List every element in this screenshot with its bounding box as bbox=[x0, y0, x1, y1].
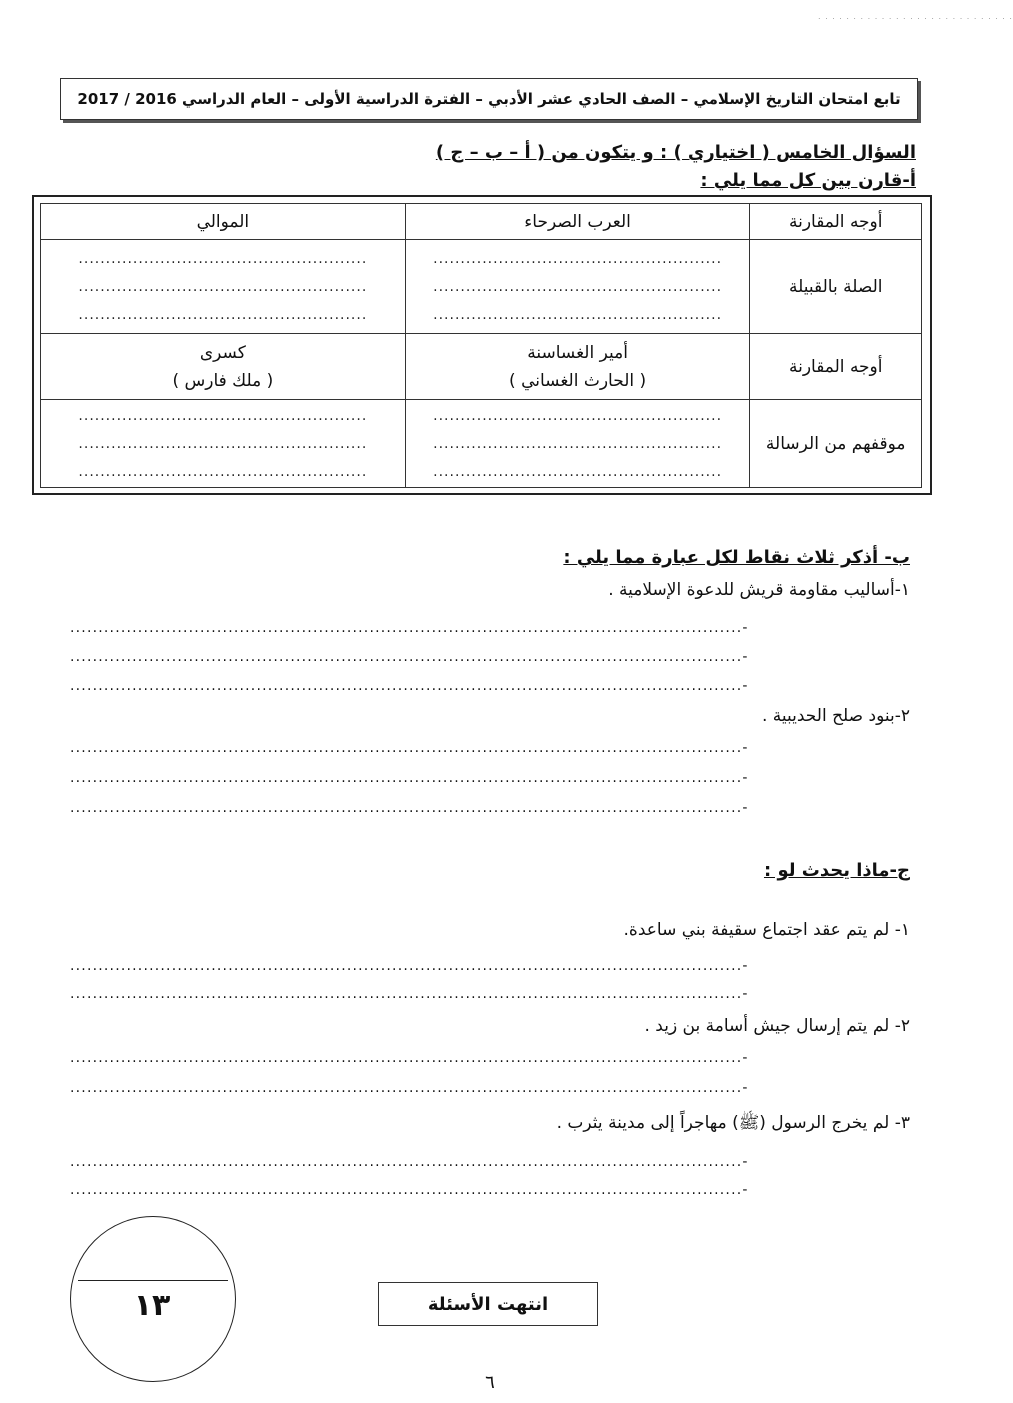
answer-line[interactable]: .......................................................................................................................- bbox=[70, 986, 749, 1002]
row-label-stance: موقفهم من الرسالة bbox=[750, 400, 922, 488]
part-b-title: ب- أذكر ثلاث نقاط لكل عبارة مما يلي : bbox=[563, 547, 910, 568]
answer-line[interactable]: .......................................................................................................................- bbox=[70, 1154, 749, 1170]
part-c-item-2: ٢- لم يتم إرسال جيش أسامة بن زيد . bbox=[644, 1016, 910, 1036]
answer-line[interactable]: .......................................................................................................................- bbox=[70, 1080, 749, 1096]
answer-line[interactable]: .......................................................................................................................- bbox=[70, 620, 749, 636]
question-title: السؤال الخامس ( اختياري ) : و يتكون من ( أ – ب – ج ) bbox=[435, 142, 916, 163]
header-aspects: أوجه المقارنة bbox=[750, 204, 922, 240]
answer-line[interactable]: .......................................................................................................................- bbox=[70, 958, 749, 974]
answer-line[interactable]: .......................................................................................................................- bbox=[70, 649, 749, 665]
answer-cell[interactable]: ..................................................... ..................................................... ..................................................... bbox=[41, 400, 406, 488]
answer-line[interactable]: .......................................................................................................................- bbox=[70, 1182, 749, 1198]
part-a-title: أ-قارن بين كل مما يلي : bbox=[700, 170, 916, 191]
comparison-table bbox=[40, 203, 922, 488]
page-number: ٦ bbox=[485, 1372, 495, 1393]
khosrow-cell: كسرى ( ملك فارس ) bbox=[41, 334, 406, 400]
row-label-tribe: الصلة بالقبيلة bbox=[750, 240, 922, 334]
answer-line[interactable]: .......................................................................................................................- bbox=[70, 770, 749, 786]
part-c-item-1: ١- لم يتم عقد اجتماع سقيفة بني ساعدة. bbox=[623, 920, 910, 940]
part-c-item-3: ٣- لم يخرج الرسول (ﷺ) مهاجراً إلى مدينة يثرب . bbox=[556, 1113, 910, 1133]
header-pure-arabs: العرب الصرحاء bbox=[405, 204, 750, 240]
scan-artifact: . . . . . . . . . . . . . . . . . . . . . . . . . . . . bbox=[818, 12, 1013, 21]
table-row bbox=[41, 334, 922, 400]
answer-cell[interactable]: ..................................................... ..................................................... ..................................................... bbox=[405, 400, 750, 488]
answer-cell[interactable]: ..................................................... ..................................................... ..................................................... bbox=[405, 240, 750, 334]
answer-cell[interactable]: ..................................................... ..................................................... ..................................................... bbox=[41, 240, 406, 334]
answer-line[interactable]: .......................................................................................................................- bbox=[70, 740, 749, 756]
score-value: ١٣ bbox=[133, 1288, 171, 1323]
part-b-item-2: ٢-بنود صلح الحديبية . bbox=[761, 706, 910, 726]
part-c-title: ج-ماذا يحدث لو : bbox=[763, 860, 910, 881]
table-row bbox=[41, 400, 922, 488]
answer-line[interactable]: .......................................................................................................................- bbox=[70, 678, 749, 694]
ghassanid-cell: أمير الغساسنة ( الحارث الغساني ) bbox=[405, 334, 750, 400]
table-row bbox=[41, 240, 922, 334]
score-divider bbox=[78, 1280, 228, 1281]
row-label-aspects: أوجه المقارنة bbox=[750, 334, 922, 400]
answer-line[interactable]: .......................................................................................................................- bbox=[70, 1050, 749, 1066]
part-b-item-1: ١-أساليب مقاومة قريش للدعوة الإسلامية . bbox=[608, 580, 910, 600]
header-mawali: الموالي bbox=[41, 204, 406, 240]
end-of-questions-box bbox=[378, 1282, 598, 1326]
table-header-row bbox=[41, 204, 922, 240]
answer-line[interactable]: .......................................................................................................................- bbox=[70, 800, 749, 816]
end-of-questions-text: انتهت الأسئلة bbox=[427, 1293, 549, 1315]
exam-header bbox=[60, 78, 918, 120]
exam-header-text: تابع امتحان التاريخ الإسلامي – الصف الحادي عشر الأدبي – الفترة الدراسية الأولى – العام الدراسي 2016 / 2017 bbox=[77, 90, 901, 108]
comparison-table-frame bbox=[32, 195, 932, 495]
